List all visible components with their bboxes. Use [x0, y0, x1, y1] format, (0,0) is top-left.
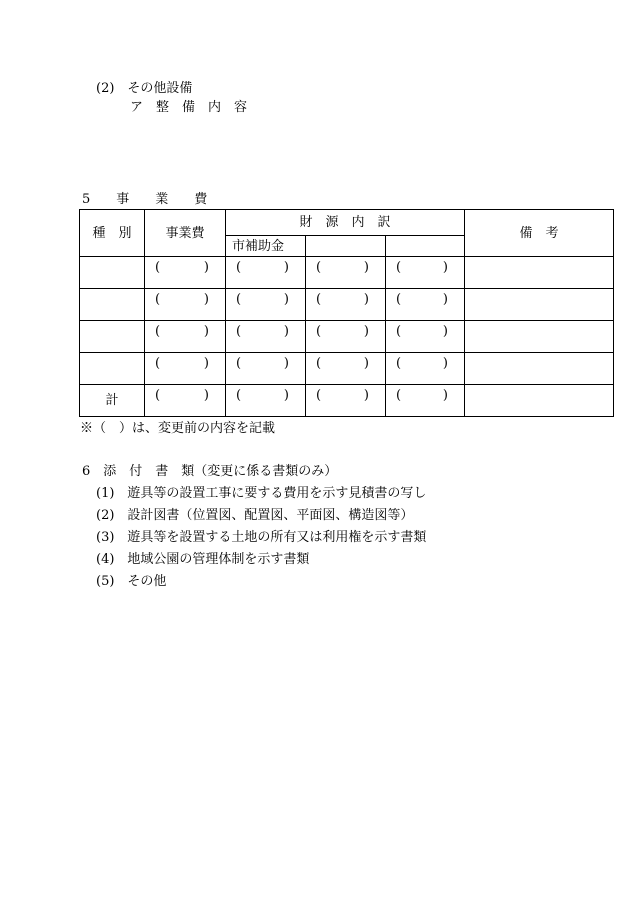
- header-funding-blank-2: [386, 236, 465, 257]
- paren-open: (: [236, 356, 242, 371]
- paren-open: (: [155, 388, 161, 403]
- paren-open: (: [236, 324, 242, 339]
- paren-open: (: [316, 388, 322, 403]
- funding-cell: [306, 353, 386, 385]
- funding-cell: [386, 321, 465, 353]
- attachment-item-3: (3) 遊具等を設置する土地の所有又は利用権を示す書類: [96, 530, 427, 545]
- header-city-subsidy: [226, 236, 306, 257]
- funding-cell: [386, 257, 465, 289]
- table-row: [80, 257, 614, 289]
- paren-open: (: [236, 292, 242, 307]
- paren-open: (: [396, 356, 402, 371]
- funding-cell: [306, 321, 386, 353]
- type-cell: [80, 353, 145, 385]
- paren-open: (: [316, 356, 322, 371]
- attachment-item-5: (5) その他: [96, 574, 167, 589]
- paren-open: (: [316, 324, 322, 339]
- paren-close: ): [283, 324, 289, 339]
- total-label: 計: [80, 385, 145, 417]
- cost-cell: [145, 321, 226, 353]
- subsidy-cell: [226, 385, 306, 417]
- paren-close: ): [363, 388, 369, 403]
- cost-cell: [145, 353, 226, 385]
- paren-close: ): [363, 260, 369, 275]
- funding-cell: [306, 289, 386, 321]
- remarks-cell: [465, 321, 614, 353]
- subsidy-cell: [226, 257, 306, 289]
- paren-close: ): [442, 324, 448, 339]
- paren-close: ): [203, 292, 209, 307]
- funding-cell: [386, 289, 465, 321]
- paren-close: ): [203, 324, 209, 339]
- table-row-total: [80, 385, 614, 417]
- section2-heading: (2) その他設備: [96, 81, 193, 96]
- header-remarks: 備 考: [465, 210, 614, 257]
- subsidy-cell: [226, 321, 306, 353]
- paren-close: ): [203, 260, 209, 275]
- type-cell: [80, 289, 145, 321]
- paren-open: (: [155, 324, 161, 339]
- paren-close: ): [203, 356, 209, 371]
- paren-close: ): [363, 292, 369, 307]
- paren-open: (: [396, 388, 402, 403]
- header-city-subsidy-label: 市補助金: [232, 238, 285, 254]
- paren-open: (: [155, 356, 161, 371]
- type-cell: [80, 257, 145, 289]
- paren-open: (: [316, 260, 322, 275]
- header-type: 種 別: [80, 210, 145, 257]
- paren-close: ): [442, 356, 448, 371]
- attachment-item-2: (2) 設計図書（位置図、配置図、平面図、構造図等）: [96, 508, 414, 523]
- funding-cell: [386, 353, 465, 385]
- remarks-cell: [465, 385, 614, 417]
- remarks-cell: [465, 289, 614, 321]
- paren-close: ): [283, 292, 289, 307]
- funding-cell: [306, 257, 386, 289]
- table-row: [80, 353, 614, 385]
- subsidy-cell: [226, 289, 306, 321]
- paren-close: ): [283, 260, 289, 275]
- remarks-cell: [465, 353, 614, 385]
- header-cost: 事業費: [145, 210, 226, 257]
- table-row: [80, 289, 614, 321]
- funding-cell: [386, 385, 465, 417]
- paren-close: ): [363, 356, 369, 371]
- cost-table: [79, 209, 614, 417]
- remarks-cell: [465, 257, 614, 289]
- section2-subheading: ア 整 備 内 容: [130, 100, 248, 115]
- section6-heading: 6 添 付 書 類（変更に係る書類のみ）: [82, 464, 338, 479]
- table-note: ※（ ）は、変更前の内容を記載: [80, 421, 276, 436]
- type-cell: [80, 321, 145, 353]
- paren-open: (: [396, 292, 402, 307]
- funding-cell: [306, 385, 386, 417]
- paren-close: ): [283, 388, 289, 403]
- paren-close: ): [442, 292, 448, 307]
- cost-cell: [145, 257, 226, 289]
- paren-close: ): [442, 260, 448, 275]
- paren-open: (: [236, 388, 242, 403]
- paren-open: (: [236, 260, 242, 275]
- attachment-item-4: (4) 地域公園の管理体制を示す書類: [96, 552, 310, 567]
- paren-open: (: [396, 260, 402, 275]
- paren-open: (: [155, 292, 161, 307]
- table-row: [80, 321, 614, 353]
- paren-open: (: [316, 292, 322, 307]
- paren-close: ): [442, 388, 448, 403]
- paren-close: ): [363, 324, 369, 339]
- paren-close: ): [203, 388, 209, 403]
- section5-heading: 5 事 業 費: [82, 192, 208, 207]
- paren-open: (: [155, 260, 161, 275]
- subsidy-cell: [226, 353, 306, 385]
- attachment-item-1: (1) 遊具等の設置工事に要する費用を示す見積書の写し: [96, 486, 427, 501]
- header-funding-blank-1: [306, 236, 386, 257]
- paren-close: ): [283, 356, 289, 371]
- header-funding-breakdown: 財 源 内 訳: [226, 210, 465, 236]
- cost-cell: [145, 289, 226, 321]
- paren-open: (: [396, 324, 402, 339]
- cost-cell: [145, 385, 226, 417]
